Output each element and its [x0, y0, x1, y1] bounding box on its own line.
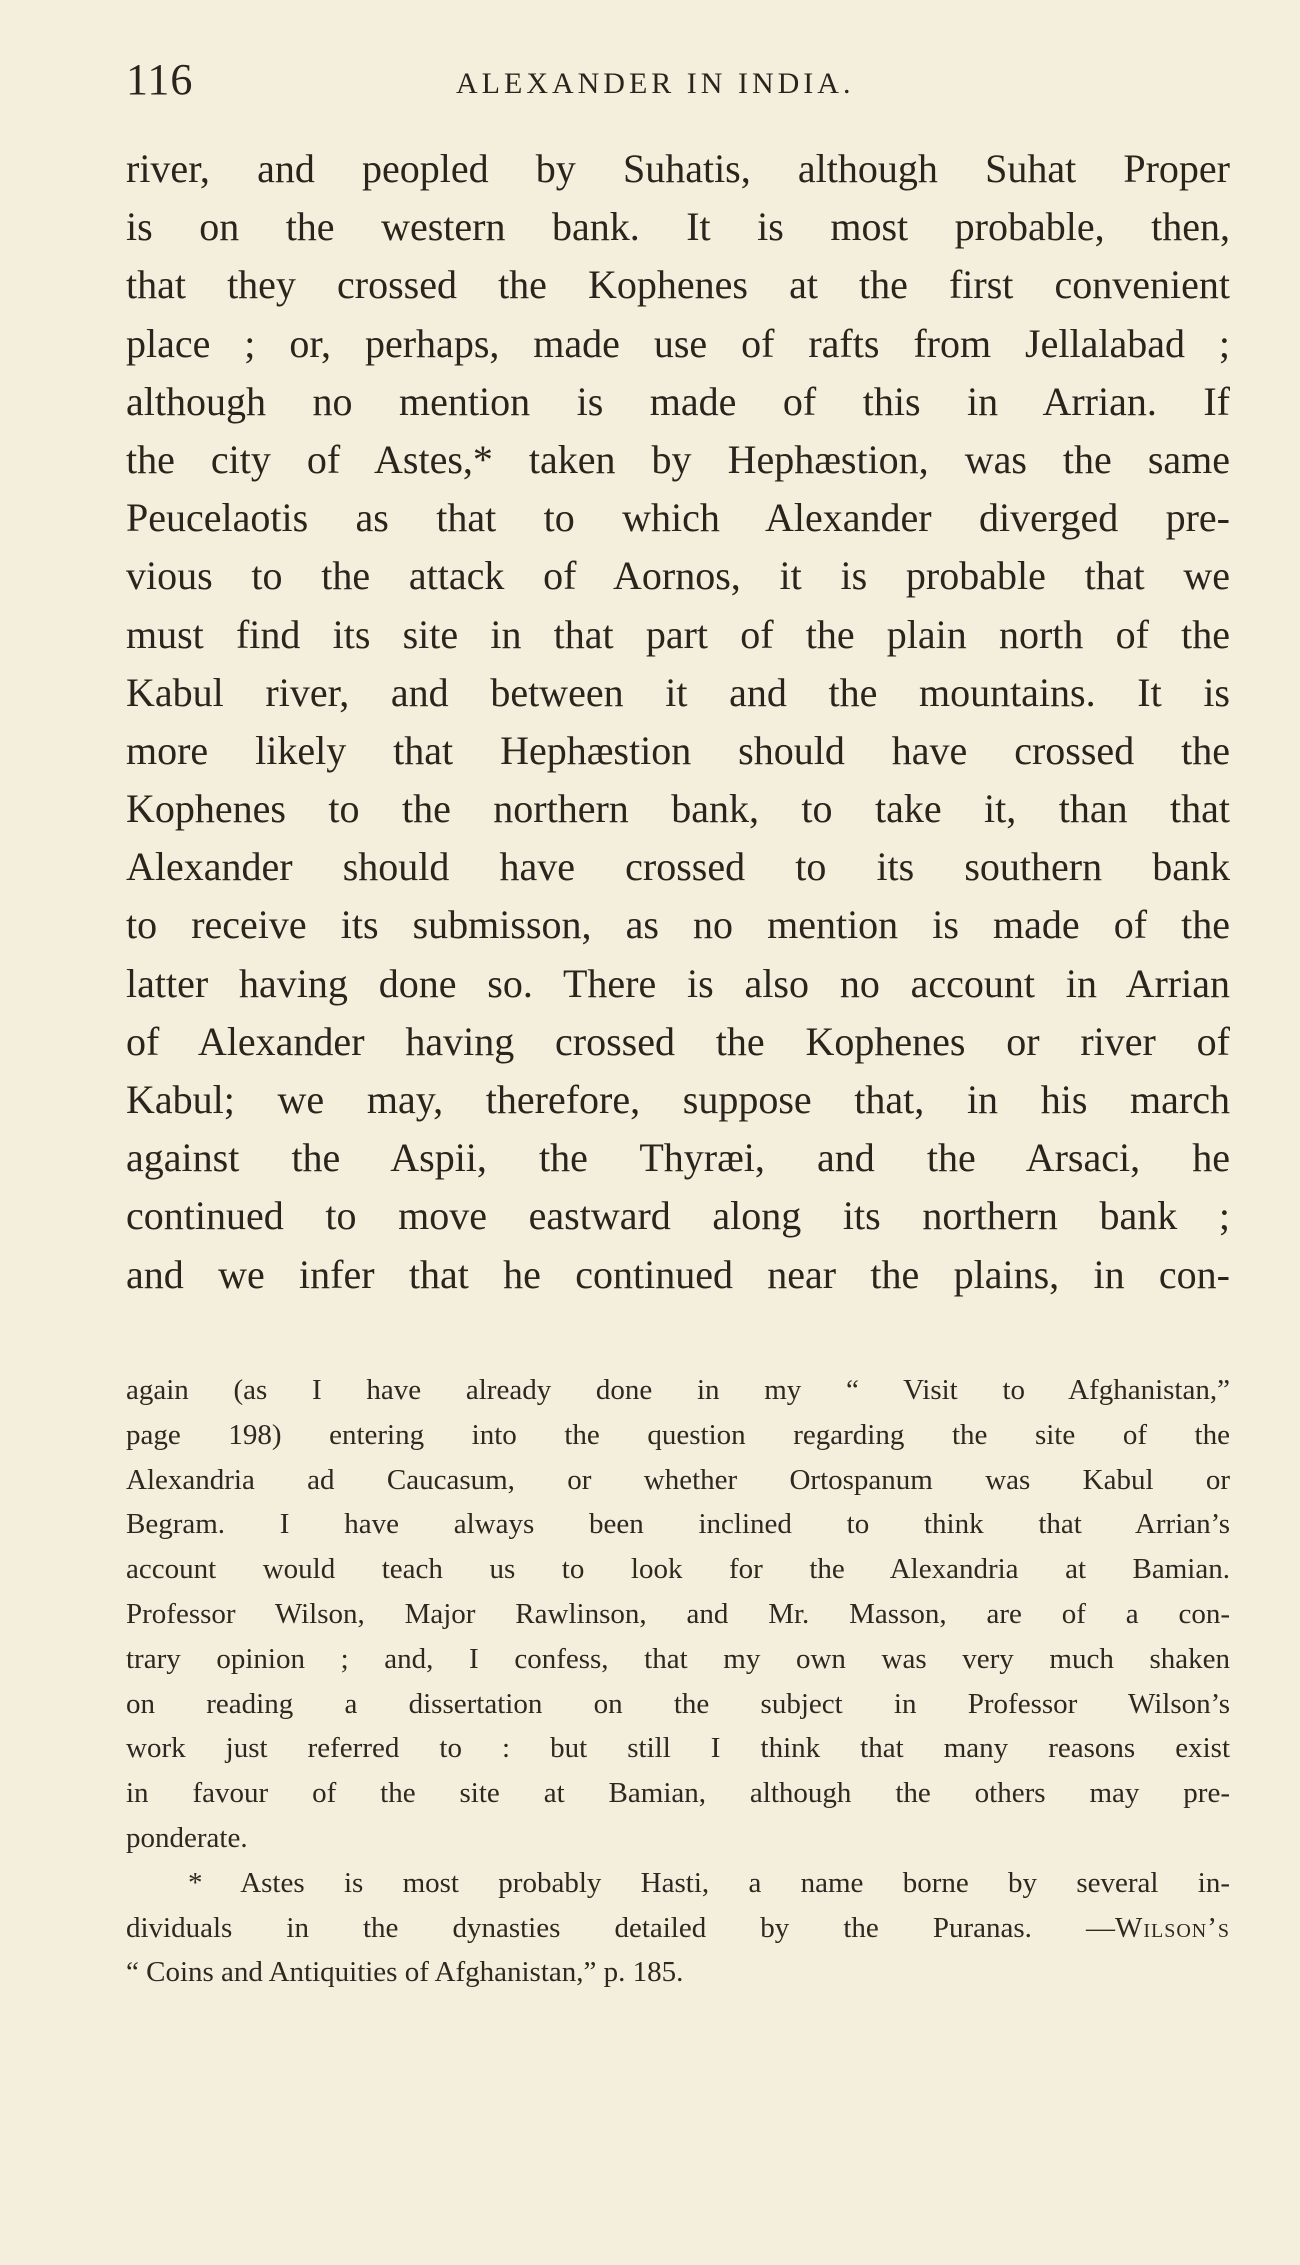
body-line: of Alexander having crossed the Kophenes or river of: [126, 1018, 1230, 1064]
body-line: and we infer that he continued near the plains, in con-: [126, 1251, 1230, 1297]
footnote-line: ponderate.: [126, 1821, 248, 1854]
body-text: [126, 140, 1230, 1304]
body-line: Alexander should have crossed to its southern bank: [126, 844, 1230, 890]
footnote-line: work just referred to : but still I think that many reasons exist: [126, 1732, 1230, 1765]
body-line: river, and peopled by Suhatis, although Suhat Proper: [126, 146, 1230, 191]
footnote-line: Professor Wilson, Major Rawlinson, and Mr. Masson, are of a con-: [126, 1597, 1230, 1630]
body-line: place ; or, perhaps, made use of rafts from Jellalabad ;: [126, 320, 1230, 366]
footnote-text: dividuals in the dynasties detailed by the Puranas. —: [126, 1911, 1115, 1944]
body-line: to receive its submisson, as no mention is made of the: [126, 902, 1230, 948]
body-line: more likely that Hephæstion should have crossed the: [126, 727, 1230, 773]
footnote-line: * Astes is most probably Hasti, a name borne by several in-: [188, 1866, 1230, 1899]
footnote-continued: [126, 1368, 1230, 1861]
footnote-line: account would teach us to look for the Alexandria at Bamian.: [126, 1553, 1230, 1586]
body-line: Kabul; we may, therefore, suppose that, in his march: [126, 1077, 1230, 1122]
footnote-line: on reading a dissertation on the subject in Professor Wilson’s: [126, 1687, 1230, 1720]
footnote-line: trary opinion ; and, I confess, that my own was very much shaken: [126, 1642, 1230, 1675]
body-line: Kabul river, and between it and the mountains. It is: [126, 669, 1230, 715]
footnote-astes: [126, 1861, 1230, 1995]
footnote-line: Begram. I have always been inclined to think that Arrian’s: [126, 1508, 1230, 1541]
body-line: that they crossed the Kophenes at the first convenient: [126, 262, 1230, 308]
footnote-line: in favour of the site at Bamian, although the others may pre-: [126, 1777, 1230, 1810]
footnotes: [126, 1368, 1230, 1995]
body-line: Kophenes to the northern bank, to take it, than that: [126, 786, 1230, 832]
body-line: against the Aspii, the Thyræi, and the Arsaci, he: [126, 1135, 1230, 1181]
footnote-line: again (as I have already done in my “ Visit to Afghanistan,”: [126, 1374, 1230, 1406]
running-title: ALEXANDER IN INDIA.: [456, 67, 855, 100]
footnote-line: Alexandria ad Caucasum, or whether Ortospanum was Kabul or: [126, 1463, 1230, 1496]
footnote-line: page 198) entering into the question regarding the site of the: [126, 1418, 1230, 1451]
body-line: although no mention is made of this in Arrian. If: [126, 378, 1230, 424]
body-line: vious to the attack of Aornos, it is probable that we: [126, 553, 1230, 599]
footnote-line: “ Coins and Antiquities of Afghanistan,” p. 185.: [126, 1956, 684, 1989]
footnote-author: Wilson’s: [1114, 1911, 1230, 1944]
body-line: is on the western bank. It is most probable, then,: [126, 204, 1230, 250]
page-number: 116: [126, 55, 194, 104]
running-head: [126, 52, 1230, 108]
body-line: Peucelaotis as that to which Alexander diverged pre-: [126, 495, 1230, 541]
body-line: the city of Astes,* taken by Hephæstion, was the same: [126, 436, 1230, 482]
body-line: continued to move eastward along its northern bank ;: [126, 1193, 1230, 1239]
body-line: must find its site in that part of the plain north of the: [126, 611, 1230, 657]
body-line: latter having done so. There is also no account in Arrian: [126, 960, 1230, 1006]
footnote-line: [126, 1906, 1230, 1951]
